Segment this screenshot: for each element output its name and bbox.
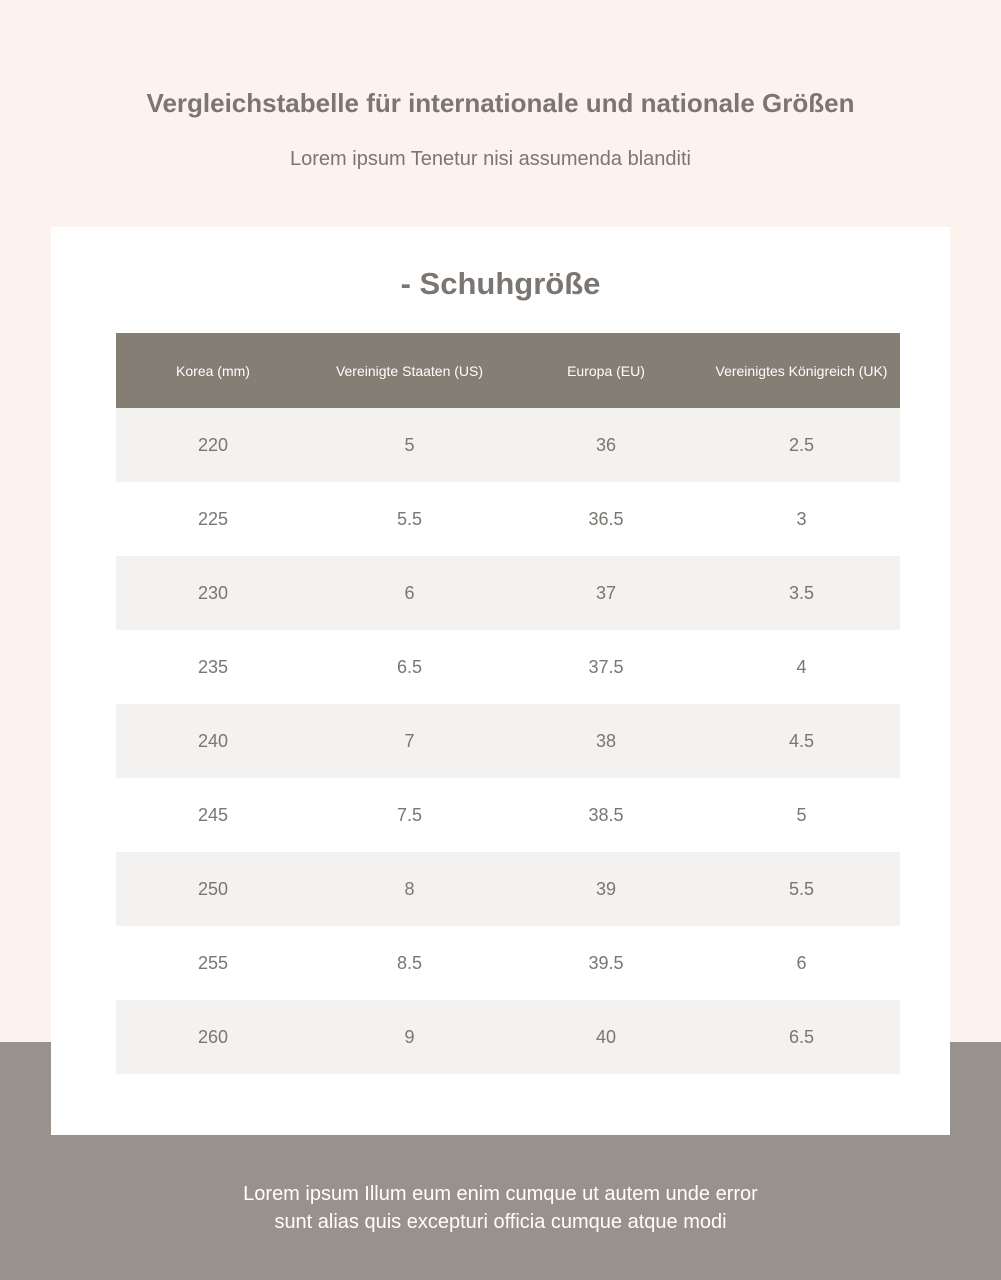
footer-text [0, 1180, 1001, 1236]
cell-us: 6 [404, 582, 415, 603]
cell-korea: 250 [197, 878, 229, 899]
table-row [116, 1000, 900, 1074]
cell-us: 8.5 [396, 952, 423, 973]
size-table [116, 333, 900, 1074]
cell-korea: 245 [197, 804, 229, 825]
table-row [116, 630, 900, 704]
cell-eu: 38 [595, 730, 617, 751]
table-row [116, 482, 900, 556]
cell-us: 5.5 [396, 508, 423, 529]
cell-korea: 260 [197, 1026, 229, 1047]
cell-korea: 255 [197, 952, 229, 973]
cell-eu: 37 [595, 582, 617, 603]
cell-eu: 39 [595, 878, 617, 899]
cell-uk: 4 [796, 656, 807, 677]
cell-us: 7 [404, 730, 415, 751]
cell-us: 5 [404, 434, 415, 455]
cell-korea: 240 [197, 730, 229, 751]
cell-us: 9 [404, 1026, 415, 1047]
cell-uk: 6 [796, 952, 807, 973]
cell-korea: 225 [197, 508, 229, 529]
cell-uk: 2.5 [788, 434, 815, 455]
cell-eu: 40 [595, 1026, 617, 1047]
table-row [116, 778, 900, 852]
page-title: Vergleichstabelle für internationale und nationale Größen [146, 88, 855, 118]
cell-eu: 36 [595, 434, 617, 455]
column-header-us: Vereinigte Staaten (US) [335, 362, 484, 379]
cell-uk: 3 [796, 508, 807, 529]
table-row [116, 852, 900, 926]
table-row [116, 704, 900, 778]
cell-korea: 220 [197, 434, 229, 455]
cell-uk: 6.5 [788, 1026, 815, 1047]
cell-uk: 3.5 [788, 582, 815, 603]
cell-eu: 38.5 [588, 804, 624, 825]
cell-uk: 4.5 [788, 730, 815, 751]
cell-uk: 5 [796, 804, 807, 825]
cell-us: 8 [404, 878, 415, 899]
table-row [116, 556, 900, 630]
column-header-uk: Vereinigtes Königreich (UK) [715, 362, 888, 379]
cell-us: 6.5 [396, 656, 423, 677]
card-title: - Schuhgröße [400, 266, 601, 301]
table-row [116, 408, 900, 482]
footer-line-1: Lorem ipsum Illum eum enim cumque ut autem unde error [243, 1183, 758, 1205]
page-subtitle: Lorem ipsum Tenetur nisi assumenda blanditi [290, 148, 691, 170]
column-header-korea: Korea (mm) [176, 362, 250, 379]
table-header-row [116, 333, 900, 408]
cell-uk: 5.5 [788, 878, 815, 899]
cell-eu: 37.5 [588, 656, 624, 677]
column-header-eu: Europa (EU) [567, 362, 645, 379]
cell-eu: 39.5 [588, 952, 624, 973]
cell-us: 7.5 [396, 804, 423, 825]
cell-korea: 230 [197, 582, 229, 603]
footer-line-2: sunt alias quis excepturi officia cumque atque modi [274, 1211, 727, 1233]
table-row [116, 926, 900, 1000]
cell-eu: 36.5 [588, 508, 624, 529]
cell-korea: 235 [197, 656, 229, 677]
